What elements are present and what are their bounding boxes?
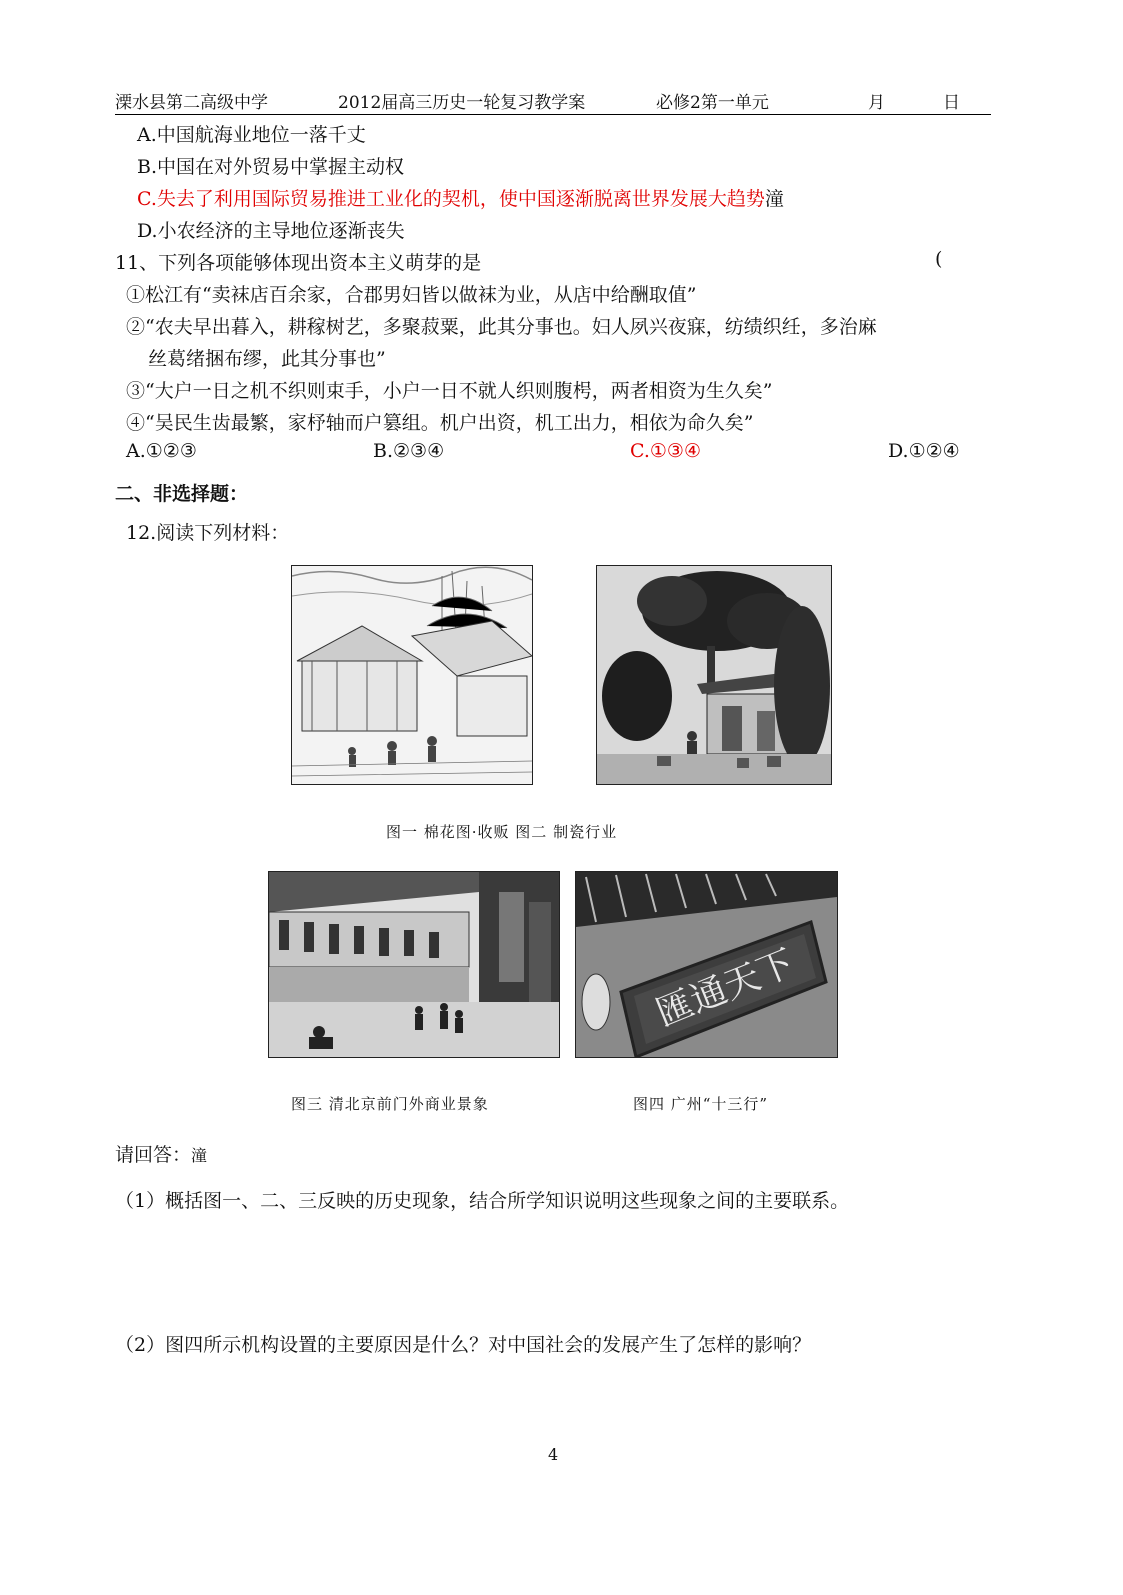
figure-4-caption: 图四 广州“十三行” [633, 1095, 769, 1113]
header-school: 溧水县第二高级中学 [115, 93, 268, 113]
q10-option-a: A.中国航海业地位一落千丈 [137, 124, 366, 146]
q11-option-a: A.①②③ [126, 440, 197, 462]
header-unit: 必修2第一单元 [656, 93, 769, 113]
header-rule [115, 114, 991, 115]
plaque-text: 匯通天下 [650, 942, 800, 1035]
q11-item-3: ③“大户一日之机不织则束手，小户一日不就人织则腹枵，两者相资为生久矣” [126, 380, 773, 402]
q11-stem: 11、下列各项能够体现出资本主义萌芽的是 [115, 252, 482, 274]
q11-item-4: ④“吴民生齿最繁，家杼轴而户篡组。机户出资，机工出力，相依为命久矣” [126, 412, 754, 434]
header-day: 日 [943, 93, 960, 113]
q11-option-b: B.②③④ [373, 440, 445, 462]
thirteen-hongs-plaque-image [576, 872, 837, 1057]
figure-2-image [596, 565, 832, 785]
q11-item-1: ①松江有“卖袜店百余家，合郡男妇皆以做袜为业，从店中给酬取值” [126, 284, 697, 306]
q11-option-d: D.①②④ [888, 440, 960, 462]
cotton-trade-engraving-image [292, 566, 532, 784]
q10-option-c-line [137, 184, 784, 211]
figure-captions-row1: 图一 棉花图·收贩 图二 制瓷行业 [386, 823, 618, 841]
q10-option-c-mark: 潼 [764, 188, 784, 210]
figure-4-image [575, 871, 838, 1058]
q12-sub2: （2）图四所示机构设置的主要原因是什么？对中国社会的发展产生了怎样的影响？ [115, 1334, 812, 1356]
porcelain-workshop-painting-image [597, 566, 831, 784]
answer-prompt: 请回答： [115, 1144, 192, 1166]
answer-prompt-mark: 潼 [191, 1146, 208, 1165]
answer-prompt-line [115, 1140, 207, 1167]
q11-item-2-line1: ②“农夫早出暮入，耕稼树艺，多聚菽粟，此其分事也。妇人夙兴夜寐，纺绩织纴，多治麻 [126, 316, 877, 338]
q10-option-b: B.中国在对外贸易中掌握主动权 [137, 156, 405, 178]
beijing-street-scene-image [269, 872, 559, 1057]
q11-answer-paren: ( [935, 248, 943, 270]
q11-option-c: C.①③④ [630, 440, 701, 462]
figure-1-image [291, 565, 533, 785]
page-number: 4 [548, 1445, 559, 1464]
figure-3-caption: 图三 清北京前门外商业景象 [291, 1095, 489, 1113]
q10-option-d: D.小农经济的主导地位逐渐丧失 [137, 220, 405, 242]
section-heading: 二、非选择题： [115, 483, 249, 505]
header-title: 2012届高三历史一轮复习教学案 [338, 93, 586, 113]
figure-3-image [268, 871, 560, 1058]
q11-item-2-line2: 丝葛绪捆布缪，此其分事也” [148, 348, 386, 370]
q12-sub1: （1）概括图一、二、三反映的历史现象，结合所学知识说明这些现象之间的主要联系。 [115, 1190, 850, 1212]
q12-stem: 12.阅读下列材料： [126, 522, 290, 544]
q10-option-c: C.失去了利用国际贸易推进工业化的契机，使中国逐渐脱离世界发展大趋势 [137, 188, 765, 210]
header-month: 月 [868, 93, 885, 113]
